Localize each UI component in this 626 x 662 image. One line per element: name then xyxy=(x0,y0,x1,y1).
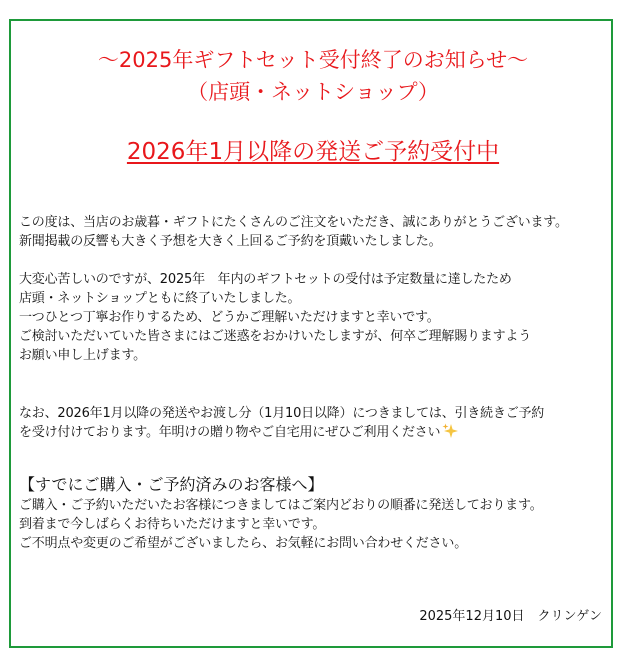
date-signature: 2025年12月10日 クリンゲン xyxy=(419,609,602,624)
thanks-line-1: この度は、当店のお歳暮・ギフトにたくさんのご注文をいただき、誠にありがとうございます。 xyxy=(19,215,568,230)
existing-line-2: 到着まで今しばらくお待ちいただけますと幸いです。 xyxy=(19,517,326,532)
existing-customers-heading: 【すでにご購入・ご予約済みのお客様へ】 xyxy=(19,475,324,494)
existing-line-3: ご不明点や変更のご希望がございましたら、お気軽にお問い合わせください。 xyxy=(19,536,468,551)
closure-line-5: お願い申し上げます。 xyxy=(19,348,146,363)
closure-line-4: ご検討いただいていた皆さまにはご迷惑をおかけいたしますが、何卒ご理解賜りますよう xyxy=(19,329,532,344)
closure-line-3: 一つひとつ丁寧お作りするため、どうかご理解いただけますと幸いです。 xyxy=(19,310,440,325)
closure-line-1: 大変心苦しいのですが、2025年 年内のギフトセットの受付は予定数量に達したため xyxy=(19,272,512,287)
reservation-line-2-wrap xyxy=(19,423,458,445)
thanks-line-2: 新聞掲載の反響も大きく予想を大きく上回るご予約を頂戴いたしました。 xyxy=(19,234,442,249)
reservation-line-1: なお、2026年1月以降の発送やお渡し分（1月10日以降）につきましては、引き続きご予約 xyxy=(19,406,545,421)
closure-line-2: 店頭・ネットショップともに終了いたしました。 xyxy=(19,291,301,306)
reservation-line-2: を受け付けております。年明けの贈り物やご自宅用にぜひご利用ください xyxy=(19,425,441,440)
reservation-headline xyxy=(0,137,626,167)
existing-line-1: ご購入・ご予約いただいたお客様につきましてはご案内どおりの順番に発送しております。 xyxy=(19,498,543,513)
reservation-headline-text: 2026年1月以降の発送ご予約受付中 xyxy=(126,139,500,165)
sparkles-icon xyxy=(442,423,458,445)
notice-subtitle: （店頭・ネットショップ） xyxy=(187,80,439,104)
notice-title: ～2025年ギフトセット受付終了のお知らせ～ xyxy=(97,48,529,72)
